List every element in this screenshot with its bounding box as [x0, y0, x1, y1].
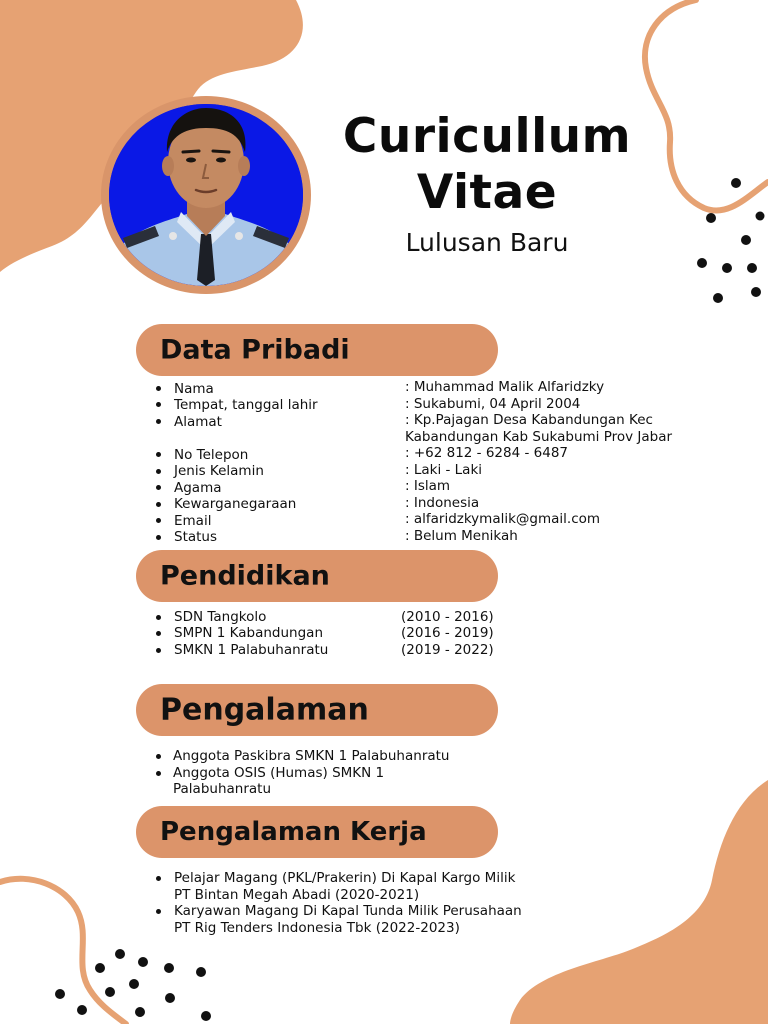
education-years: (2010 - 2016) [401, 609, 494, 625]
education-years: (2019 - 2022) [401, 642, 494, 658]
education-years: (2016 - 2019) [401, 625, 494, 641]
value-alamat-line-1: : Kp.Pajagan Desa Kabandungan Kec [405, 412, 653, 428]
value-kewarganegaraan: : Indonesia [405, 495, 480, 511]
value-tempat-tanggal-lahir: : Sukabumi, 04 April 2004 [405, 396, 581, 412]
bullet [156, 876, 161, 881]
bullet [156, 469, 161, 474]
subtitle: Lulusan Baru [405, 228, 569, 257]
label-email: Email [174, 513, 212, 529]
experience-item-continued: Palabuhanratu [173, 781, 272, 797]
label-tempat-tanggal-lahir: Tempat, tanggal lahir [174, 397, 318, 413]
section-heading: Pendidikan [160, 560, 330, 592]
label-jenis-kelamin: Jenis Kelamin [174, 463, 264, 479]
bullet [156, 615, 161, 620]
bullet [156, 502, 161, 507]
bottom-left-squiggle [0, 879, 126, 1024]
bullet [156, 648, 161, 653]
bullet [156, 402, 161, 407]
section-pengalaman-kerja [136, 806, 498, 858]
label-alamat: Alamat [174, 414, 222, 430]
education-school: SMPN 1 Kabandungan [174, 625, 323, 641]
title-line-1: Curicullum [342, 109, 632, 164]
label-nama: Nama [174, 381, 214, 397]
bottom-left-dots [55, 949, 211, 1021]
work-item-continued: PT Rig Tenders Indonesia Tbk (2022-2023) [174, 920, 460, 936]
label-no-telepon: No Telepon [174, 447, 249, 463]
experience-item: Anggota OSIS (Humas) SMKN 1 [173, 765, 385, 781]
education-school: SDN Tangkolo [174, 609, 267, 625]
section-pendidikan [136, 550, 498, 602]
section-heading: Pengalaman Kerja [160, 817, 427, 847]
work-item: Karyawan Magang Di Kapal Tunda Milik Perusahaan [174, 903, 522, 919]
value-email: : alfaridzkymalik@gmail.com [405, 511, 601, 527]
bullet [156, 909, 161, 914]
bullet [156, 485, 161, 490]
label-kewarganegaraan: Kewarganegaraan [174, 496, 297, 512]
experience-item: Anggota Paskibra SMKN 1 Palabuhanratu [173, 748, 450, 764]
bottom-right-blob [510, 780, 768, 1024]
bullet [156, 419, 161, 424]
education-school: SMKN 1 Palabuhanratu [174, 642, 329, 658]
bullet [156, 452, 161, 457]
section-pengalaman [136, 684, 498, 736]
work-item-continued: PT Bintan Megah Abadi (2020-2021) [174, 887, 420, 903]
value-no-telepon: : +62 812 - 6284 - 6487 [405, 445, 569, 461]
top-right-squiggle [645, 0, 768, 211]
bullet [156, 535, 161, 540]
bullet [156, 518, 161, 523]
value-agama: : Islam [405, 478, 451, 494]
bullet [156, 771, 161, 776]
top-right-dots [697, 178, 765, 303]
section-heading: Data Pribadi [160, 334, 350, 366]
bullet [156, 631, 161, 636]
profile-photo [109, 104, 303, 286]
work-item: Pelajar Magang (PKL/Prakerin) Di Kapal Kargo Milik [174, 870, 516, 886]
label-status: Status [174, 529, 218, 545]
value-alamat-line-2: Kabandungan Kab Sukabumi Prov Jabar [405, 429, 673, 445]
section-heading: Pengalaman [160, 692, 369, 728]
value-jenis-kelamin: : Laki - Laki [405, 462, 483, 478]
section-data-pribadi [136, 324, 498, 376]
portrait-illustration [109, 104, 303, 286]
label-agama: Agama [174, 480, 222, 496]
value-status: : Belum Menikah [405, 528, 518, 544]
title-line-2: Vitae [416, 165, 558, 220]
bullet [156, 754, 161, 759]
bullet [156, 386, 161, 391]
value-nama: : Muhammad Malik Alfaridzky [405, 379, 605, 395]
